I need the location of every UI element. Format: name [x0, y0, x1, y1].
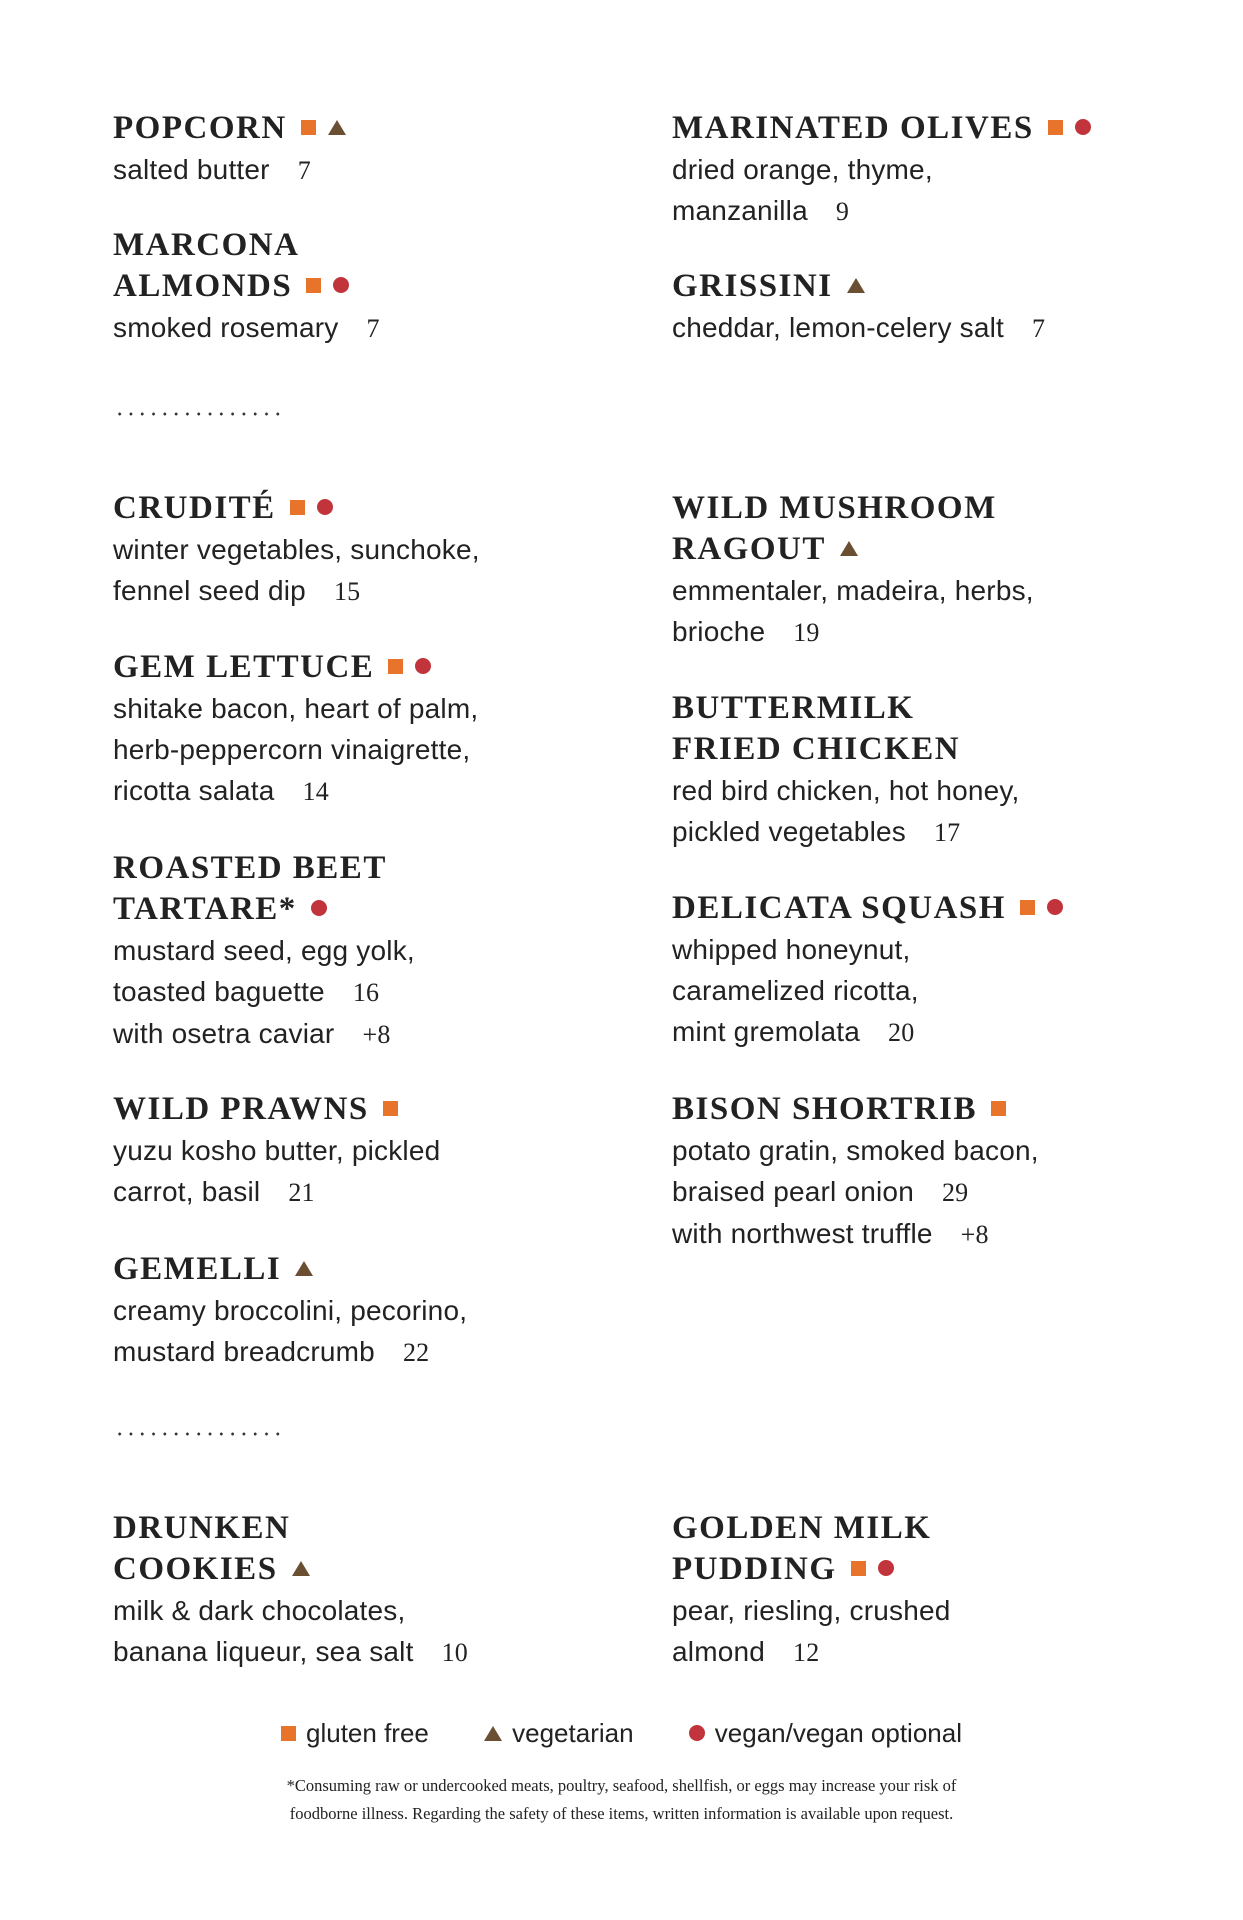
item-description: milk & dark chocolates,: [113, 1595, 406, 1626]
menu-item-wild-mushroom-ragout: [672, 488, 1132, 653]
item-price: 14: [302, 777, 329, 806]
vegan-icon: [311, 900, 327, 916]
menu-item-gemelli: [113, 1249, 573, 1373]
item-name-line: PUDDING: [672, 1551, 837, 1587]
item-price: 10: [441, 1638, 468, 1667]
item-price: 19: [793, 618, 820, 647]
item-description: red bird chicken, hot honey,: [672, 775, 1020, 806]
item-description: fennel seed dip: [113, 575, 306, 606]
vegan-icon: [333, 277, 349, 293]
item-price: 15: [333, 577, 361, 606]
item-name-line: ROASTED BEET: [113, 850, 387, 886]
item-description: potato gratin, smoked bacon,: [672, 1135, 1039, 1166]
legend-gluten-free: [281, 1718, 429, 1749]
vegetarian-icon: [292, 1561, 310, 1576]
item-name: GRISSINI: [672, 268, 833, 304]
item-name: BISON SHORTRIB: [672, 1091, 978, 1127]
menu-item-popcorn: [113, 108, 573, 191]
gluten-free-icon: [1020, 900, 1035, 915]
footnote-line: foodborne illness. Regarding the safety of these items, written information is available upon request.: [289, 1804, 954, 1823]
vegan-icon: [689, 1725, 705, 1741]
item-price: 20: [888, 1018, 915, 1047]
item-price: 29: [941, 1178, 969, 1207]
item-description: mustard breadcrumb: [113, 1336, 375, 1367]
item-name-line: TARTARE*: [113, 891, 297, 927]
item-description: mint gremolata: [672, 1016, 860, 1047]
legend-label: vegan/vegan optional: [714, 1718, 962, 1748]
item-name: CRUDITÉ: [113, 490, 276, 526]
item-description: smoked rosemary: [113, 312, 339, 343]
item-description: winter vegetables, sunchoke,: [113, 534, 480, 565]
menu-item-roasted-beet-tartare: [113, 848, 573, 1055]
item-name: GEM LETTUCE: [113, 649, 375, 685]
gluten-free-icon: [1048, 120, 1063, 135]
legend-label: gluten free: [306, 1718, 429, 1748]
item-description: carrot, basil: [113, 1176, 261, 1207]
item-description: whipped honeynut,: [672, 934, 911, 965]
menu-item-buttermilk-fried-chicken: [672, 688, 1132, 853]
menu-item-drunken-cookies: [113, 1508, 573, 1673]
menu-item-golden-milk-pudding: [672, 1508, 1132, 1673]
item-name: DELICATA SQUASH: [672, 890, 1006, 926]
menu-item-wild-prawns: [113, 1089, 573, 1213]
item-price: 7: [297, 156, 311, 185]
item-description: banana liqueur, sea salt: [113, 1636, 414, 1667]
item-name-line: RAGOUT: [672, 531, 826, 567]
item-name: GEMELLI: [113, 1251, 282, 1287]
legend-vegetarian: [484, 1718, 633, 1749]
item-price: 9: [835, 197, 850, 226]
item-description: dried orange, thyme,: [672, 154, 933, 185]
gluten-free-icon: [991, 1101, 1006, 1116]
item-description: braised pearl onion: [672, 1176, 914, 1207]
item-description: ricotta salata: [113, 775, 275, 806]
item-price: 7: [1032, 314, 1046, 343]
vegetarian-icon: [328, 120, 346, 135]
legend-vegan: [689, 1718, 962, 1749]
menu-item-delicata-squash: [672, 888, 1132, 1053]
item-name: WILD PRAWNS: [113, 1091, 369, 1127]
item-name-line: DRUNKEN: [113, 1510, 291, 1546]
vegetarian-icon: [847, 278, 865, 293]
vegan-icon: [1075, 119, 1091, 135]
gluten-free-icon: [306, 278, 321, 293]
menu-item-marcona-almonds: [113, 225, 573, 349]
dotted-divider: [114, 1432, 284, 1436]
item-name-line: GOLDEN MILK: [672, 1510, 932, 1546]
item-price: 22: [402, 1338, 430, 1367]
item-description: manzanilla: [672, 195, 808, 226]
item-description: toasted baguette: [113, 976, 325, 1007]
gluten-free-icon: [388, 659, 403, 674]
item-description: emmentaler, madeira, herbs,: [672, 575, 1034, 606]
item-price: 12: [793, 1638, 820, 1667]
addon-price: +8: [362, 1020, 391, 1049]
item-description: caramelized ricotta,: [672, 975, 919, 1006]
menu-item-marinated-olives: [672, 108, 1132, 232]
menu-item-bison-shortrib: [672, 1089, 1132, 1255]
item-description: mustard seed, egg yolk,: [113, 935, 415, 966]
menu-item-gem-lettuce: [113, 647, 573, 812]
menu-item-crudite: [113, 488, 573, 612]
vegetarian-icon: [295, 1261, 313, 1276]
item-name-line: ALMONDS: [113, 268, 293, 304]
item-name: POPCORN: [113, 110, 287, 146]
vegan-icon: [878, 1560, 894, 1576]
item-description: pear, riesling, crushed: [672, 1595, 951, 1626]
gluten-free-icon: [383, 1101, 398, 1116]
dietary-legend: [0, 1718, 1243, 1749]
gluten-free-icon: [281, 1726, 296, 1741]
item-price: 21: [288, 1178, 315, 1207]
item-name-line: MARCONA: [113, 227, 300, 263]
gluten-free-icon: [301, 120, 316, 135]
menu-item-grissini: [672, 266, 1132, 349]
item-name-line: WILD MUSHROOM: [672, 490, 997, 526]
dotted-divider: [114, 412, 284, 416]
vegetarian-icon: [484, 1726, 502, 1741]
item-description: shitake bacon, heart of palm,: [113, 693, 479, 724]
item-name-line: COOKIES: [113, 1551, 278, 1587]
vegan-icon: [415, 658, 431, 674]
gluten-free-icon: [851, 1561, 866, 1576]
item-description: almond: [672, 1636, 766, 1667]
footnote-line: *Consuming raw or undercooked meats, poultry, seafood, shellfish, or eggs may increase your risk of: [286, 1776, 957, 1795]
item-description: creamy broccolini, pecorino,: [113, 1295, 468, 1326]
item-description: cheddar, lemon-celery salt: [672, 312, 1005, 343]
vegan-icon: [1047, 899, 1063, 915]
item-price: 16: [352, 978, 380, 1007]
item-description: herb-peppercorn vinaigrette,: [113, 734, 471, 765]
item-description: salted butter: [113, 154, 270, 185]
item-name-line: BUTTERMILK: [672, 690, 915, 726]
food-safety-footnote: [0, 1772, 1243, 1828]
legend-label: vegetarian: [512, 1718, 634, 1748]
item-name-line: FRIED CHICKEN: [672, 731, 961, 767]
item-price: 7: [366, 314, 380, 343]
item-description: brioche: [672, 616, 766, 647]
item-description: pickled vegetables: [672, 816, 906, 847]
item-description: yuzu kosho butter, pickled: [113, 1135, 441, 1166]
item-name: MARINATED OLIVES: [672, 110, 1034, 146]
item-addon: with northwest truffle: [672, 1218, 933, 1249]
gluten-free-icon: [290, 500, 305, 515]
item-price: 17: [933, 818, 961, 847]
item-addon: with osetra caviar: [113, 1018, 335, 1049]
vegetarian-icon: [840, 541, 858, 556]
vegan-icon: [317, 499, 333, 515]
addon-price: +8: [960, 1220, 989, 1249]
